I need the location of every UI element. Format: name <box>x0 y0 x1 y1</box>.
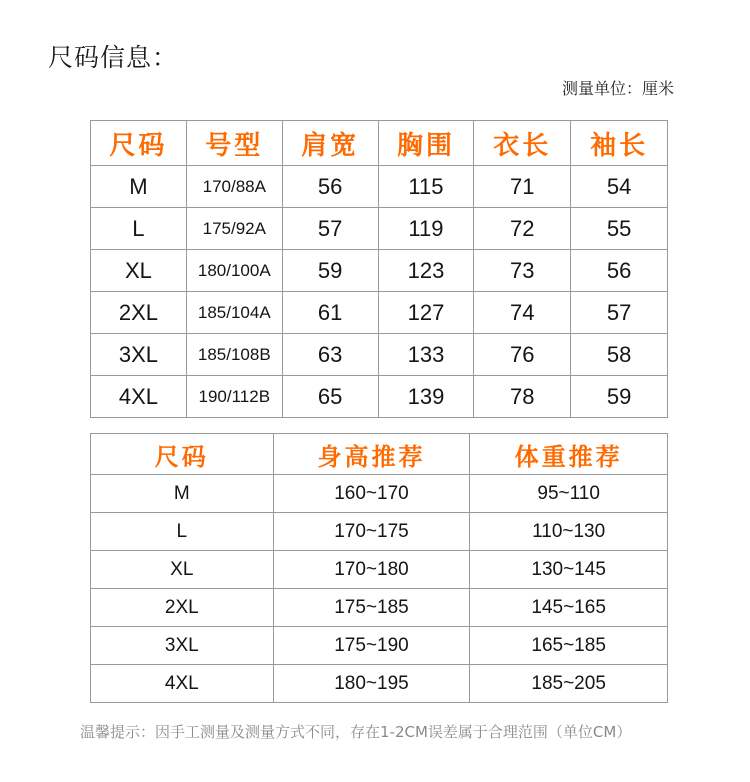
cell-height: 175~190 <box>273 627 470 665</box>
cell-weight: 145~165 <box>470 589 668 627</box>
table-row <box>91 292 668 334</box>
cell-size: 3XL <box>91 334 187 376</box>
cell-height: 180~195 <box>273 665 470 703</box>
table-row <box>91 551 668 589</box>
table-row <box>91 627 668 665</box>
footnote: 温馨提示：因手工测量及测量方式不同，存在1-2CM误差属于合理范围（单位CM） <box>80 723 632 741</box>
page-title: 尺码信息： <box>48 43 179 72</box>
table-row <box>91 665 668 703</box>
cell-chest: 139 <box>378 376 474 418</box>
cell-model: 170/88A <box>186 166 282 208</box>
cell-size: L <box>91 208 187 250</box>
header-size: 尺码 <box>91 434 274 475</box>
recommend-table-header-row <box>91 434 668 475</box>
cell-size: XL <box>91 250 187 292</box>
cell-model: 175/92A <box>186 208 282 250</box>
cell-model: 185/104A <box>186 292 282 334</box>
cell-length: 74 <box>474 292 571 334</box>
header-shoulder: 肩宽 <box>282 121 378 166</box>
cell-sleeve: 55 <box>571 208 668 250</box>
size-table <box>90 120 668 418</box>
cell-chest: 127 <box>378 292 474 334</box>
cell-sleeve: 54 <box>571 166 668 208</box>
cell-chest: 115 <box>378 166 474 208</box>
cell-height: 175~185 <box>273 589 470 627</box>
cell-sleeve: 59 <box>571 376 668 418</box>
cell-length: 76 <box>474 334 571 376</box>
cell-shoulder: 61 <box>282 292 378 334</box>
cell-sleeve: 56 <box>571 250 668 292</box>
header-model: 号型 <box>186 121 282 166</box>
cell-size: M <box>91 475 274 513</box>
cell-model: 185/108B <box>186 334 282 376</box>
header-chest: 胸围 <box>378 121 474 166</box>
cell-size: 2XL <box>91 292 187 334</box>
table-row <box>91 513 668 551</box>
cell-length: 72 <box>474 208 571 250</box>
table-row <box>91 334 668 376</box>
cell-chest: 133 <box>378 334 474 376</box>
cell-weight: 110~130 <box>470 513 668 551</box>
cell-weight: 165~185 <box>470 627 668 665</box>
cell-shoulder: 56 <box>282 166 378 208</box>
cell-shoulder: 65 <box>282 376 378 418</box>
cell-shoulder: 59 <box>282 250 378 292</box>
cell-length: 71 <box>474 166 571 208</box>
cell-size: XL <box>91 551 274 589</box>
unit-note: 测量单位：厘米 <box>561 79 674 98</box>
cell-weight: 95~110 <box>470 475 668 513</box>
cell-weight: 130~145 <box>470 551 668 589</box>
cell-weight: 185~205 <box>470 665 668 703</box>
cell-sleeve: 58 <box>571 334 668 376</box>
table-row <box>91 589 668 627</box>
cell-sleeve: 57 <box>571 292 668 334</box>
table-row <box>91 166 668 208</box>
cell-height: 170~175 <box>273 513 470 551</box>
header-height: 身高推荐 <box>273 434 470 475</box>
header-size: 尺码 <box>91 121 187 166</box>
cell-model: 190/112B <box>186 376 282 418</box>
cell-model: 180/100A <box>186 250 282 292</box>
cell-chest: 119 <box>378 208 474 250</box>
cell-size: M <box>91 166 187 208</box>
cell-size: L <box>91 513 274 551</box>
cell-size: 2XL <box>91 589 274 627</box>
table-row <box>91 376 668 418</box>
header-weight: 体重推荐 <box>470 434 668 475</box>
header-sleeve: 袖长 <box>571 121 668 166</box>
cell-shoulder: 57 <box>282 208 378 250</box>
cell-height: 170~180 <box>273 551 470 589</box>
size-table-header-row <box>91 121 668 166</box>
table-row <box>91 208 668 250</box>
header-length: 衣长 <box>474 121 571 166</box>
cell-shoulder: 63 <box>282 334 378 376</box>
cell-length: 73 <box>474 250 571 292</box>
cell-size: 4XL <box>91 376 187 418</box>
cell-size: 4XL <box>91 665 274 703</box>
cell-height: 160~170 <box>273 475 470 513</box>
table-row <box>91 475 668 513</box>
cell-size: 3XL <box>91 627 274 665</box>
recommend-table <box>90 433 668 703</box>
table-row <box>91 250 668 292</box>
cell-chest: 123 <box>378 250 474 292</box>
cell-length: 78 <box>474 376 571 418</box>
